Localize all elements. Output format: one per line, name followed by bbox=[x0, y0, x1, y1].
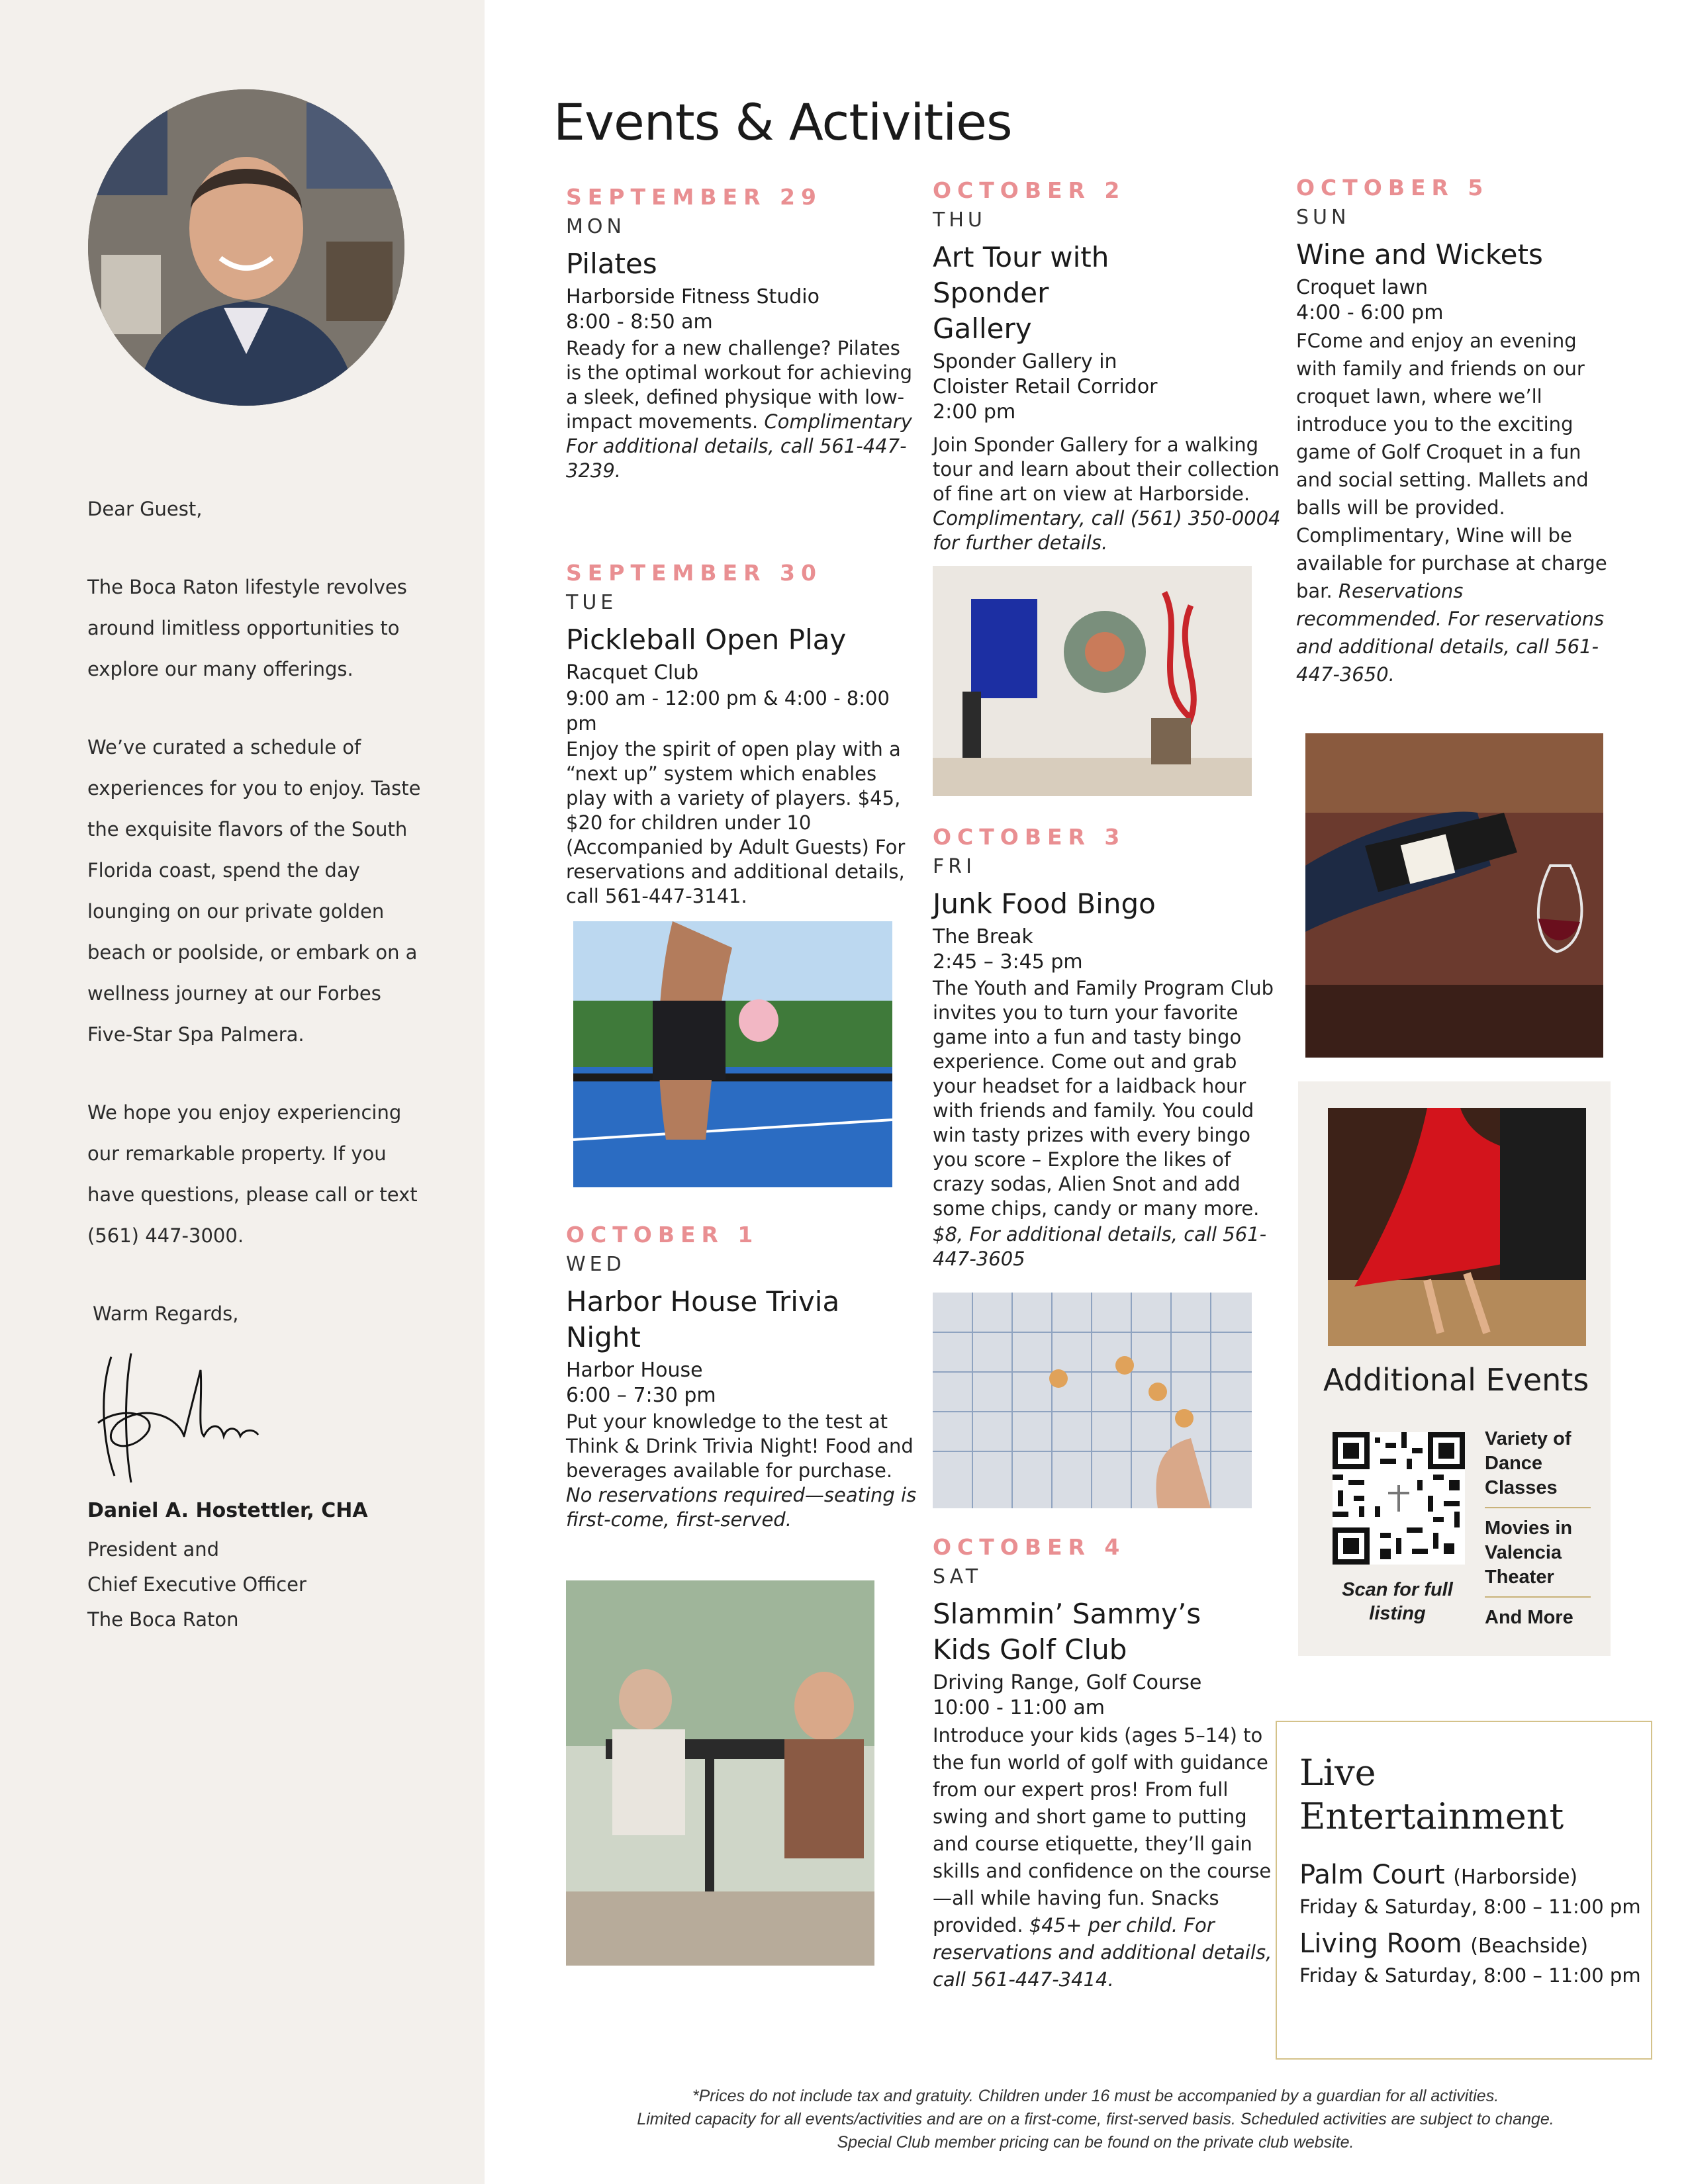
event-location: Racquet Club bbox=[566, 661, 699, 684]
venue-area: (Beachside) bbox=[1470, 1934, 1589, 1958]
event-description: The Youth and Family Program Club invites you to turn your favorite game into a fun and tasty bingo experience. Come out and grab your headset for a laidback hour with friends and family. You could win tasty prizes with every bingo you score – Explore the likes of crazy sodas, Alien Snot and add some chips, candy or many more. bbox=[933, 977, 1274, 1220]
event-time: 8:00 - 8:50 am bbox=[566, 310, 713, 334]
venue-hours: Friday & Saturday, 8:00 – 11:00 pm bbox=[1299, 1964, 1641, 1987]
event-description bbox=[566, 1410, 917, 1532]
venue-hours: Friday & Saturday, 8:00 – 11:00 pm bbox=[1299, 1895, 1641, 1918]
event-name: Junk Food Bingo bbox=[933, 887, 1156, 920]
event-weekday: MON bbox=[566, 215, 626, 238]
qr-code[interactable] bbox=[1333, 1432, 1465, 1565]
event-weekday: TUE bbox=[566, 591, 618, 614]
signer-role-1: President and bbox=[87, 1538, 220, 1561]
event-description bbox=[933, 433, 1284, 555]
event-oct3 bbox=[933, 824, 1284, 1271]
event-note: Complimentary, call (561) 350-0004 for further details. bbox=[933, 507, 1281, 554]
event-note: Reservations recommended. For reservations and additional details, call 561-447-3650. bbox=[1296, 580, 1605, 686]
scan-caption: Scan for full listing bbox=[1342, 1579, 1453, 1624]
page-title: Events & Activities bbox=[553, 93, 1012, 152]
trivia-night-photo bbox=[566, 1580, 874, 1966]
event-note: No reservations required—seating is first-come, first-served. bbox=[566, 1484, 917, 1531]
event-weekday: SUN bbox=[1296, 206, 1350, 229]
event-name: Harbor House Trivia Night bbox=[566, 1285, 840, 1353]
letter-paragraph-2: We’ve curated a schedule of experiences for you to enjoy. Taste the exquisite flavors of the South Florida coast, spend the day lounging on our private golden beach or poolside, or embark on a wellness journey at our Forbes Five-Star Spa Palmera. bbox=[87, 736, 421, 1046]
event-description-text: FCome and enjoy an evening with family and friends on our croquet lawn, where we’ll introduce you to the exciting game of Golf Croquet in a fun and social setting. Mallets and balls will be provided. Complimentary, Wine will be available for purchase at charge bar. bbox=[1296, 330, 1607, 602]
venue-name-text: Palm Court bbox=[1299, 1860, 1445, 1890]
wine-pour-photo bbox=[1305, 733, 1603, 1058]
event-note: Complimentary For additional details, call 561-447-3239. bbox=[566, 410, 912, 482]
event-oct2 bbox=[933, 177, 1284, 555]
signer-org: The Boca Raton bbox=[87, 1608, 239, 1631]
venue-living-room bbox=[1299, 1929, 1641, 1987]
event-time: 10:00 - 11:00 am bbox=[933, 1696, 1105, 1719]
event-name: Pickleball Open Play bbox=[566, 623, 847, 656]
event-description-text: Introduce your kids (ages 5–14) to the fun world of golf with guidance from our expert pros! From full swing and short game to putting and course etiquette, they’ll gain skills and confidence on the course—all while having fun. Snacks provided. bbox=[933, 1724, 1272, 1936]
letter-greeting: Dear Guest, bbox=[87, 498, 203, 520]
venue-palm-court bbox=[1299, 1860, 1641, 1918]
event-time: 9:00 am - 12:00 pm & 4:00 - 8:00 pm bbox=[566, 687, 890, 735]
disclaimer-line-1: *Prices do not include tax and gratuity. Children under 16 must be accompanied by a guardian for all activities. bbox=[692, 2087, 1499, 2105]
venue-name bbox=[1299, 1929, 1641, 1959]
signer-title bbox=[87, 1532, 306, 1637]
event-time: 4:00 - 6:00 pm bbox=[1296, 301, 1444, 324]
additional-item-movies: Movies in Valencia Theater bbox=[1485, 1514, 1591, 1598]
event-name: Slammin’ Sammy’s Kids Golf Club bbox=[933, 1598, 1201, 1666]
disclaimer-line-2: Limited capacity for all events/activities and are on a first-come, first-served basis. Scheduled activities are subject to change. bbox=[637, 2110, 1554, 2128]
event-date: OCTOBER 2 bbox=[933, 177, 1126, 203]
event-weekday: FRI bbox=[933, 855, 976, 878]
venue-area: (Harborside) bbox=[1453, 1866, 1578, 1889]
event-location: Sponder Gallery in Cloister Retail Corridor bbox=[933, 350, 1158, 398]
additional-events-panel bbox=[1298, 1081, 1611, 1656]
event-date: OCTOBER 4 bbox=[933, 1534, 1126, 1560]
ceo-portrait bbox=[88, 89, 404, 406]
event-weekday: THU bbox=[933, 208, 986, 232]
live-entertainment-title: Live Entertainment bbox=[1299, 1752, 1564, 1837]
signature-image bbox=[85, 1343, 270, 1489]
event-description bbox=[566, 336, 917, 483]
event-location: Harbor House bbox=[566, 1359, 703, 1382]
event-date: OCTOBER 5 bbox=[1296, 175, 1489, 201]
disclaimer-line-3: Special Club member pricing can be found on the private club website. bbox=[837, 2133, 1354, 2152]
event-name: Pilates bbox=[566, 248, 657, 280]
event-name: Art Tour with Sponder Gallery bbox=[933, 241, 1109, 345]
event-time: 6:00 – 7:30 pm bbox=[566, 1384, 716, 1407]
welcome-letter bbox=[87, 488, 432, 1371]
event-sep30 bbox=[566, 560, 917, 909]
additional-item-more: And More bbox=[1485, 1607, 1573, 1628]
event-note: $8, For additional details, call 561-447-3605 bbox=[933, 1223, 1267, 1270]
event-location: Driving Range, Golf Course bbox=[933, 1671, 1202, 1694]
event-description: Enjoy the spirit of open play with a “next up” system which enables play with a variety of players. $45, $20 for children under 10 (Accompanied by Adult Guests) For reservations and additional details, call 561-447-3141. bbox=[566, 738, 906, 907]
event-sep29 bbox=[566, 184, 917, 483]
event-time: 2:00 pm bbox=[933, 400, 1016, 424]
signer-role-2: Chief Executive Officer bbox=[87, 1573, 306, 1596]
letter-paragraph-3: We hope you enjoy experiencing our remarkable property. If you have questions, please call or text (561) 447-3000. bbox=[87, 1101, 418, 1247]
event-description-text: Join Sponder Gallery for a walking tour and learn about their collection of fine art on view at Harborside. bbox=[933, 433, 1280, 505]
event-oct1 bbox=[566, 1222, 917, 1532]
event-location: Harborside Fitness Studio bbox=[566, 285, 820, 308]
event-oct4 bbox=[933, 1534, 1284, 1993]
event-note: $45+ per child. For reservations and additional details, call 561-447-3414. bbox=[933, 1914, 1272, 1991]
event-date: OCTOBER 1 bbox=[566, 1222, 759, 1248]
event-name: Wine and Wickets bbox=[1296, 238, 1543, 271]
dance-photo bbox=[1328, 1108, 1586, 1346]
event-weekday: SAT bbox=[933, 1565, 982, 1588]
event-location: Croquet lawn bbox=[1296, 276, 1429, 299]
venue-name bbox=[1299, 1860, 1641, 1890]
signer-name: Daniel A. Hostettler, CHA bbox=[87, 1499, 368, 1522]
event-location: The Break bbox=[933, 925, 1033, 948]
venue-name-text: Living Room bbox=[1299, 1929, 1462, 1959]
event-weekday: WED bbox=[566, 1253, 626, 1276]
event-date: SEPTEMBER 29 bbox=[566, 184, 822, 210]
welcome-sidebar bbox=[0, 0, 485, 2184]
letter-closing: Warm Regards, bbox=[93, 1302, 239, 1325]
event-date: SEPTEMBER 30 bbox=[566, 560, 822, 586]
event-date: OCTOBER 3 bbox=[933, 824, 1126, 850]
event-description bbox=[933, 1722, 1284, 1993]
event-description-text: Put your knowledge to the test at Think & Drink Trivia Night! Food and beverages available for purchase. bbox=[566, 1410, 914, 1482]
letter-paragraph-1: The Boca Raton lifestyle revolves around limitless opportunities to explore our many offerings. bbox=[87, 576, 407, 680]
event-description-text: Ready for a new challenge? Pilates is the optimal workout for achieving a sleek, defined physique with low-impact movements. bbox=[566, 337, 913, 433]
event-time: 2:45 – 3:45 pm bbox=[933, 950, 1083, 974]
event-oct5 bbox=[1296, 175, 1647, 688]
additional-events-title: Additional Events bbox=[1323, 1362, 1589, 1398]
disclaimer-footer bbox=[503, 2085, 1688, 2154]
bingo-photo bbox=[933, 1293, 1252, 1508]
additional-events-list bbox=[1485, 1424, 1591, 1642]
additional-item-dance: Variety of Dance Classes bbox=[1485, 1424, 1591, 1508]
gallery-photo bbox=[933, 566, 1252, 796]
event-description bbox=[1296, 327, 1614, 688]
live-entertainment-box bbox=[1276, 1721, 1652, 2060]
pickleball-photo bbox=[573, 921, 892, 1187]
